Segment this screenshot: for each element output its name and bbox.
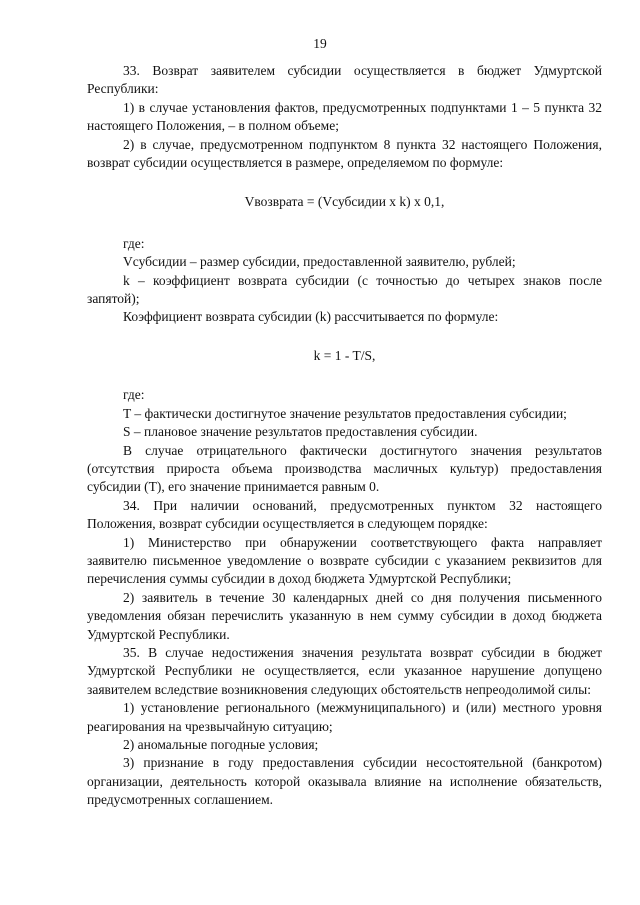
definition-k: k – коэффициент возврата субсидии (с точностью до четырех знаков после запятой); — [87, 272, 602, 307]
page-number: 19 — [313, 36, 327, 51]
where-label: где: — [123, 387, 145, 403]
document-body — [87, 62, 602, 810]
definition-s: S – плановое значение результатов предоставления субсидии. — [123, 424, 478, 440]
paragraph-33-item-1: 1) в случае установления фактов, предусмотренных подпунктами 1 – 5 пункта 32 настоящего Положения, – в полном объеме; — [87, 99, 602, 134]
spacer — [87, 327, 602, 347]
paragraph-34-item-2: 2) заявитель в течение 30 календарных дней со дня получения письменного уведомления обязан перечислить указанную в нем сумму субсидии в доход бюджета Удмуртской Республики. — [87, 589, 602, 642]
spacer — [87, 172, 602, 193]
paragraph-35-item-3: 3) признание в году предоставления субсидии несостоятельной (банкротом) организации, деятельность которой оказывала влияние на исполнение обязательств, предусмотренных соглашением. — [87, 755, 602, 808]
paragraph-34-item-1: 1) Министерство при обнаружении соответствующего факта направляет заявителю письменное уведомление о возврате субсидии с указанием реквизитов для перечисления суммы субсидии в доход бюджета Удмуртской Республики; — [87, 534, 602, 587]
coefficient-formula: k = 1 - T/S, — [313, 347, 376, 363]
paragraph-35: 35. В случае недостижения значения результата возврат субсидии в бюджет Удмуртской Республики не осуществляется, если указанное нарушение допущено заявителем вследствие возникновения следующих обстоятельств непреодолимой силы: — [87, 644, 602, 697]
return-formula: Vвозврата = (Vсубсидии x k) x 0,1, — [244, 194, 445, 210]
paragraph-35-item-2: 2) аномальные погодные условия; — [123, 737, 319, 752]
paragraph-33-item-2: 2) в случае, предусмотренном подпунктом 8 пункта 32 настоящего Положения, возврат субсидии осуществляется в размере, определяемом по формуле: — [87, 136, 602, 171]
paragraph-34: 34. При наличии оснований, предусмотренных пунктом 32 настоящего Положения, возврат субсидии осуществляется в следующем порядке: — [87, 497, 602, 532]
coefficient-intro: Коэффициент возврата субсидии (k) рассчитывается по формуле: — [123, 309, 499, 325]
definition-t: T – фактически достигнутое значение результатов предоставления субсидии; — [123, 405, 567, 421]
definition-vsubsidy: Vсубсидии – размер субсидии, предоставленной заявителю, рублей; — [123, 254, 516, 270]
where-label: где: — [123, 235, 145, 251]
paragraph-33: 33. Возврат заявителем субсидии осуществляется в бюджет Удмуртской Республики: — [87, 63, 602, 97]
spacer — [87, 212, 602, 235]
paragraph-35-item-1: 1) установление регионального (межмуниципального) и (или) местного уровня реагирования на чрезвычайную ситуацию; — [87, 700, 602, 734]
negative-case-paragraph: В случае отрицательного фактически достигнутого значения результатов (отсутствия прироста объема производства масличных культур) предоставления субсидии (Т), его значение принимается равным 0. — [87, 442, 602, 495]
spacer — [87, 365, 602, 386]
